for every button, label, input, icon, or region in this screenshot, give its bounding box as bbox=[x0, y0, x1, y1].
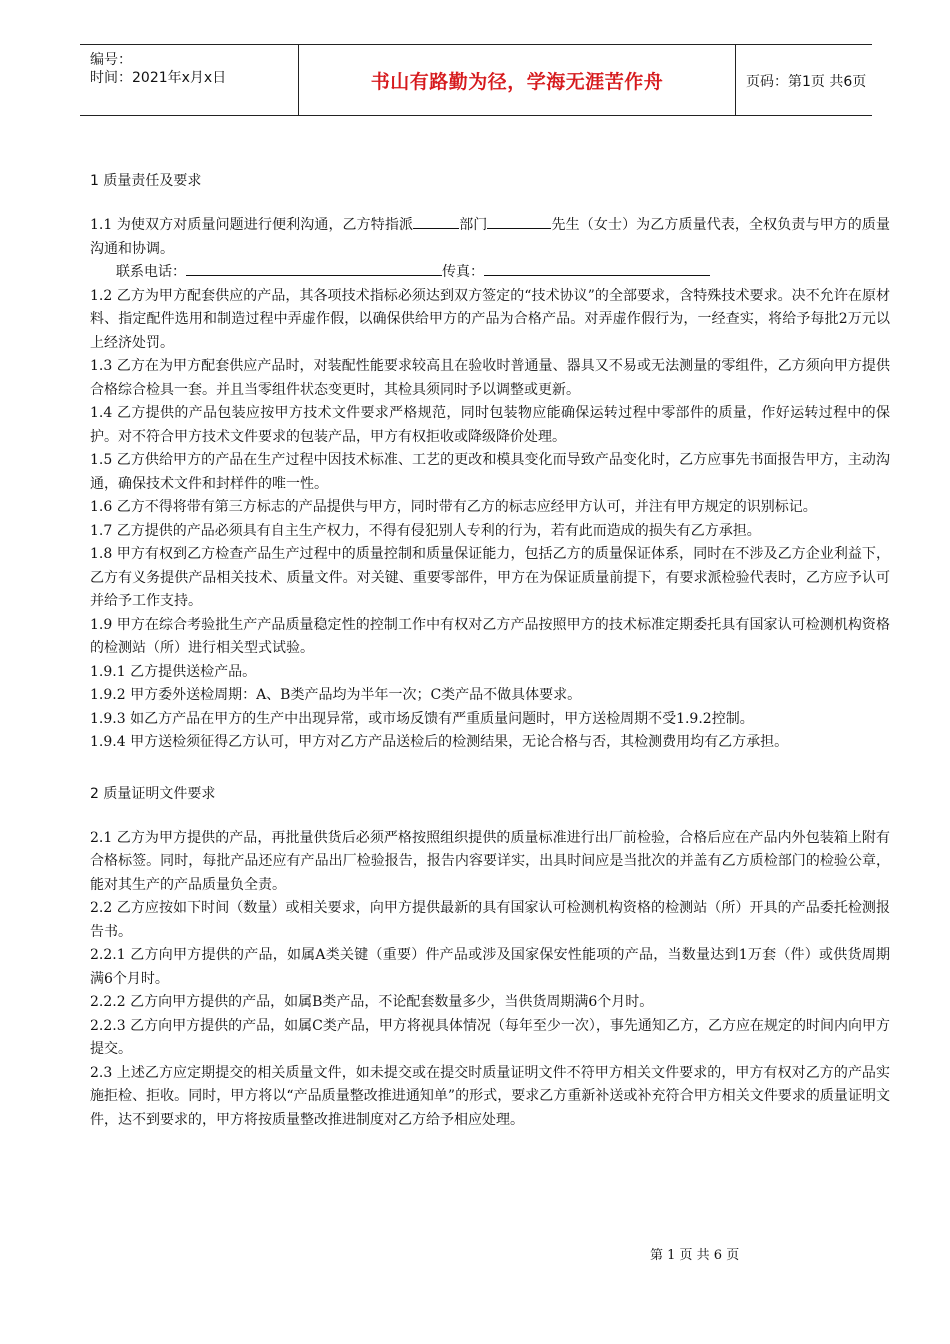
section1-paragraph: 1.9.3 如乙方产品在甲方的生产中出现异常，或市场反馈有严重质量问题时，甲方送检周期不受1.9.2控制。 bbox=[90, 710, 754, 727]
section1-paragraph: 1.3 乙方在为甲方配套供应产品时，对装配性能要求较高且在验收时普通量、器具又不易或无法测量的零组件，乙方须向甲方提供合格综合检具一套。并且当零组件状态变更时，其检具须同时予以调整或更新。 bbox=[90, 358, 890, 398]
section1-paragraph: 1.7 乙方提供的产品必须具有自主生产权力，不得有侵犯别人专利的行为，若有此而造成的损失有乙方承担。 bbox=[90, 522, 761, 539]
section1-paragraph: 1.5 乙方供给甲方的产品在生产过程中因技术标准、工艺的更改和模具变化而导致产品变化时，乙方应事先书面报告甲方，主动沟通，确保技术文件和封样件的唯一性。 bbox=[90, 452, 890, 492]
blank-line bbox=[413, 214, 459, 229]
section-2-title: 2 质量证明文件要求 bbox=[90, 785, 216, 802]
phone-blank-line bbox=[186, 261, 442, 276]
section-2-paragraphs bbox=[90, 827, 890, 1133]
doc-number-label: 编号： bbox=[90, 52, 132, 68]
section1-paragraph: 1.6 乙方不得将带有第三方标志的产品提供与甲方，同时带有乙方的标志应经甲方认可，并注有甲方规定的识别标记。 bbox=[90, 499, 817, 515]
section-1-title: 1 质量责任及要求 bbox=[90, 173, 202, 189]
paragraph-1-1-part-a: 1.1 为使双方对质量问题进行便利沟通，乙方特指派 bbox=[90, 217, 414, 233]
section1-paragraph: 1.9.4 甲方送检须征得乙方认可，甲方对乙方产品送检后的检测结果，无论合格与否，其检测费用均有乙方承担。 bbox=[90, 734, 789, 750]
section1-paragraph: 1.9.2 甲方委外送检周期：A、B类产品均为半年一次；C类产品不做具体要求。 bbox=[90, 687, 582, 703]
section-1-paragraphs bbox=[90, 285, 890, 755]
section1-paragraph: 1.8 甲方有权到乙方检查产品生产过程中的质量控制和质量保证能力，包括乙方的质量保证体系，同时在不涉及乙方企业利益下，乙方有义务提供产品相关技术、质量文件。对关键、重要零部件，甲方在为保证质量前提下，有要求派检验代表时，乙方应予认可并给予工作支持。 bbox=[90, 546, 890, 609]
header-page-label: 页码：第1页 共6页 bbox=[746, 74, 867, 90]
document-header bbox=[80, 44, 872, 116]
paragraph-1-1-part-b: 部门 bbox=[459, 217, 488, 233]
section1-paragraph: 1.9 甲方在综合考验批生产产品质量稳定性的控制工作中有权对乙方产品按照甲方的技术标准定期委托具有国家认可检测机构资格的检测站（所）进行相关型式试验。 bbox=[90, 616, 890, 656]
fax-blank-line bbox=[484, 261, 710, 276]
contact-fax-label: 传真： bbox=[442, 264, 484, 280]
section1-paragraph: 1.9.1 乙方提供送检产品。 bbox=[90, 663, 257, 680]
section2-paragraph: 2.2.2 乙方向甲方提供的产品，如属B类产品，不论配套数量多少，当供货周期满6个月时。 bbox=[90, 994, 654, 1010]
contact-phone-label: 联系电话： bbox=[116, 264, 186, 280]
section2-paragraph: 2.2 乙方应按如下时间（数量）或相关要求，向甲方提供最新的具有国家认可检测机构资格的检测站（所）开具的产品委托检测报告书。 bbox=[90, 900, 890, 940]
paragraph-1-1-part-c: 先生（女士）为乙方质量代表，全权负责与甲方的质量沟通和协调。 bbox=[90, 217, 891, 257]
section1-paragraph: 1.2 乙方为甲方配套供应的产品，其各项技术指标必须达到双方签定的“技术协议”的全部要求，含特殊技术要求。决不允许在原材料、指定配件选用和制造过程中弄虚作假，以确保供给甲方的产品为合格产品。对弄虚作假行为，一经查实，将给予每批2万元以上经济处罚。 bbox=[90, 287, 890, 351]
contact-line bbox=[90, 261, 890, 285]
page-footer: 第 1 页 共 6 页 bbox=[650, 1248, 740, 1263]
section2-paragraph: 2.2.3 乙方向甲方提供的产品，如属C类产品，甲方将视具体情况（每年至少一次），事先通知乙方，乙方应在规定的时间内向甲方提交。 bbox=[90, 1017, 890, 1057]
header-meta bbox=[90, 51, 290, 87]
section2-paragraph: 2.1 乙方为甲方提供的产品，再批量供货后必须严格按照组织提供的质量标准进行出厂前检验，合格后应在产品内外包装箱上附有合格标签。同时，每批产品还应有产品出厂检验报告，报告内容要详实，出具时间应是当批次的并盖有乙方质检部门的检验公章，能对其生产的产品质量负全责。 bbox=[90, 829, 890, 893]
section2-paragraph: 2.3 上述乙方应定期提交的相关质量文件，如未提交或在提交时质量证明文件不符甲方相关文件要求的，甲方有权对乙方的产品实施拒检、拒收。同时，甲方将以“产品质量整改推进通知单”的形式，要求乙方重新补送或补充符合甲方相关文件要求的质量证明文件，达不到要求的，甲方将按质量整改推进制度对乙方给予相应处理。 bbox=[90, 1064, 890, 1128]
document-body bbox=[90, 170, 890, 1132]
section1-paragraph: 1.4 乙方提供的产品包装应按甲方技术文件要求严格规范，同时包装物应能确保运转过程中零部件的质量，作好运转过程中的保护。对不符合甲方技术文件要求的包装产品，甲方有权拒收或降级降价处理。 bbox=[90, 405, 890, 445]
doc-time-label: 时间：2021年x月x日 bbox=[90, 70, 227, 86]
section2-paragraph: 2.2.1 乙方向甲方提供的产品，如属A类关键（重要）件产品或涉及国家保安性能项的产品，当数量达到1万套（件）或供货周期满6个月时。 bbox=[90, 947, 890, 987]
paragraph-1-1 bbox=[90, 214, 890, 261]
header-motto: 书山有路勤为径，学海无涯苦作舟 bbox=[298, 45, 736, 115]
blank-line bbox=[487, 214, 551, 229]
